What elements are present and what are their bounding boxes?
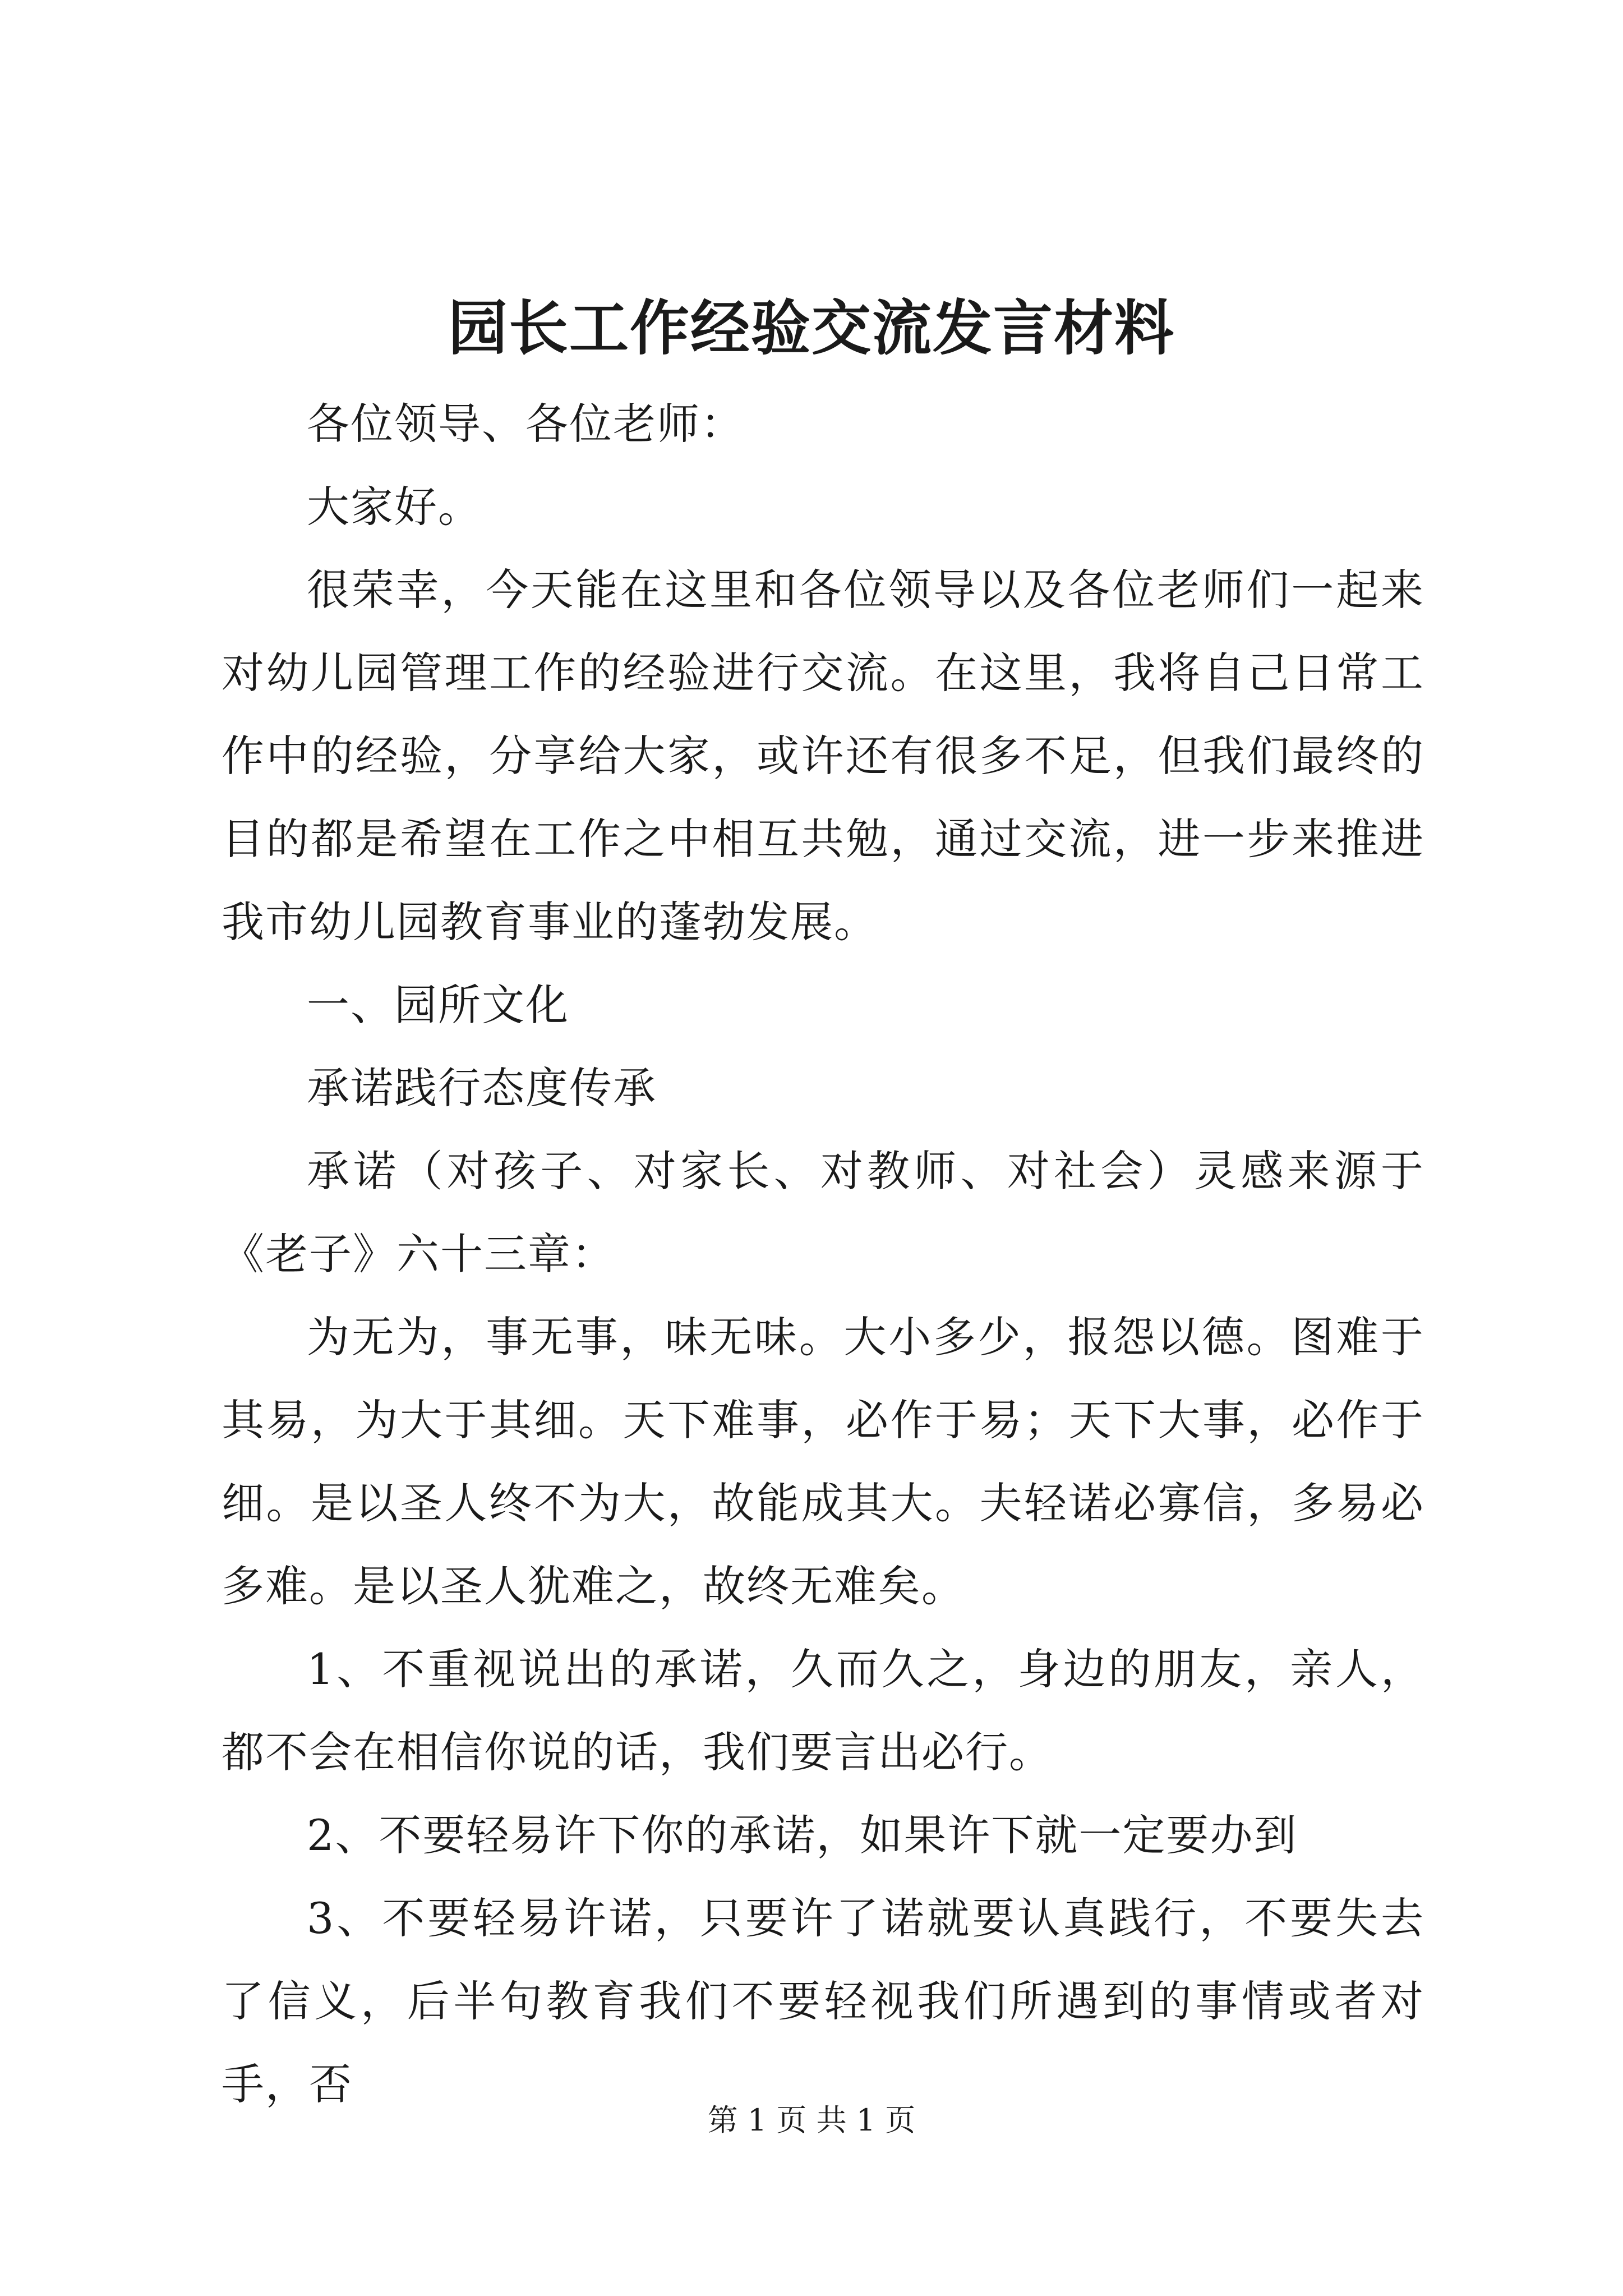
paragraph-greeting: 大家好。 bbox=[307, 482, 482, 532]
section-subheading: 承诺践行态度传承 bbox=[307, 1063, 657, 1113]
paragraph-salutation: 各位领导、各位老师： bbox=[307, 399, 744, 449]
list-item-1: 1、不重视说出的承诺，久而久之，身边的朋友，亲人，都不会在相信你说的话，我们要言出必行。 bbox=[222, 1644, 1424, 1777]
page-footer: 第 1 页 共 1 页 bbox=[707, 2102, 916, 2138]
list-item-3: 3、不要轻易许诺，只要许了诺就要认真践行，不要失去了信义，后半句教育我们不要轻视我们所遇到的事情或者对手，否 bbox=[222, 1893, 1424, 2109]
document-body bbox=[222, 383, 1424, 2126]
section-heading: 一、园所文化 bbox=[307, 980, 569, 1030]
document-title: 园长工作经验交流发言材料 bbox=[448, 293, 1175, 363]
paragraph-introduction: 很荣幸，今天能在这里和各位领导以及各位老师们一起来对幼儿园管理工作的经验进行交流。在这里，我将自己日常工作中的经验，分享给大家，或许还有很多不足，但我们最终的目的都是希望在工作之中相互共勉，通过交流，进一步来推进我市幼儿园教育事业的蓬勃发展。 bbox=[222, 565, 1424, 947]
list-item-2: 2、不要轻易许下你的承诺，如果许下就一定要办到 bbox=[307, 1810, 1298, 1860]
paragraph-promise-source: 承诺（对孩子、对家长、对教师、对社会）灵感来源于《老子》六十三章： bbox=[222, 1146, 1424, 1279]
paragraph-quotation: 为无为，事无事，味无味。大小多少，报怨以德。图难于其易，为大于其细。天下难事，必作于易；天下大事，必作于细。是以圣人终不为大，故能成其大。夫轻诺必寡信，多易必多难。是以圣人犹难之，故终无难矣。 bbox=[222, 1312, 1424, 1611]
